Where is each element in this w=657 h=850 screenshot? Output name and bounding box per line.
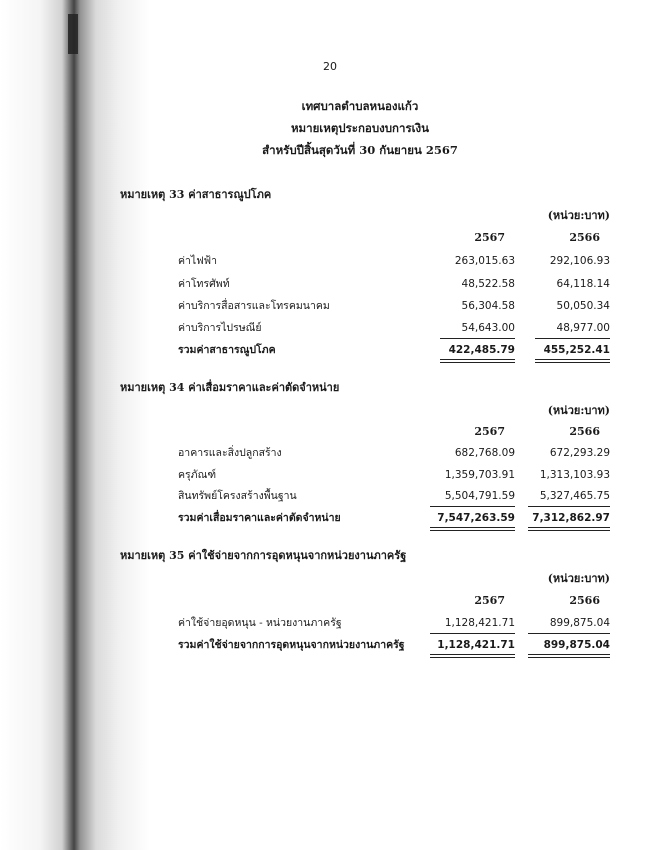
note-34-unit: (หน่วย:บาท) bbox=[547, 404, 610, 417]
note-33-year-current: 2567 bbox=[474, 231, 505, 244]
note-33-row-label: ค่าบริการสื่อสารและโทรคมนาคม bbox=[178, 300, 330, 312]
note-34-row-label: อาคารและสิ่งปลูกสร้าง bbox=[178, 447, 282, 459]
binding-shadow bbox=[0, 0, 150, 850]
note-34-title: หมายเหตุ 34 ค่าเสื่อมราคาและค่าตัดจำหน่าย bbox=[120, 381, 340, 394]
note-33-row-prior: 292,106.93 bbox=[549, 255, 610, 267]
total-double-rule bbox=[430, 654, 515, 658]
note-33-row-prior: 50,050.34 bbox=[556, 300, 610, 312]
note-34-total-label: รวมค่าเสื่อมราคาและค่าตัดจำหน่าย bbox=[178, 512, 341, 524]
note-35-total-current: 1,128,421.71 bbox=[437, 639, 515, 651]
note-34-row-prior: 672,293.29 bbox=[549, 447, 610, 459]
total-double-rule bbox=[535, 359, 610, 363]
subtotal-rule bbox=[430, 633, 515, 634]
note-33-total-label: รวมค่าสาธารณูปโภค bbox=[178, 344, 276, 356]
note-33-total-current: 422,485.79 bbox=[448, 344, 515, 356]
total-double-rule bbox=[440, 359, 515, 363]
note-35-year-prior: 2566 bbox=[569, 594, 600, 607]
note-34-row-prior: 1,313,103.93 bbox=[539, 469, 610, 481]
note-33-row-label: ค่าไฟฟ้า bbox=[178, 255, 217, 267]
note-34-row-prior: 5,327,465.75 bbox=[539, 490, 610, 502]
note-34-row-current: 682,768.09 bbox=[454, 447, 515, 459]
note-34-total-prior: 7,312,862.97 bbox=[532, 512, 610, 524]
note-33-year-prior: 2566 bbox=[569, 231, 600, 244]
header-line-2: หมายเหตุประกอบงบการเงิน bbox=[290, 121, 430, 135]
note-33-total-prior: 455,252.41 bbox=[543, 344, 610, 356]
page-number: 20 bbox=[323, 60, 337, 73]
subtotal-rule bbox=[528, 506, 610, 507]
subtotal-rule bbox=[440, 338, 515, 339]
note-33-row-label: ค่าโทรศัพท์ bbox=[178, 278, 230, 290]
binding-mark bbox=[68, 14, 78, 54]
total-double-rule bbox=[528, 527, 610, 531]
note-33-row-current: 54,643.00 bbox=[461, 322, 515, 334]
note-35-year-current: 2567 bbox=[474, 594, 505, 607]
note-35-title: หมายเหตุ 35 ค่าใช้จ่ายจากการอุดหนุนจากหน่วยงานภาครัฐ bbox=[120, 549, 407, 562]
note-33-row-prior: 64,118.14 bbox=[556, 278, 610, 290]
header-line-1: เทศบาลตำบลหนองแก้ว bbox=[301, 99, 419, 113]
note-33-row-prior: 48,977.00 bbox=[556, 322, 610, 334]
note-34-year-current: 2567 bbox=[474, 425, 505, 438]
note-34-row-label: สินทรัพย์โครงสร้างพื้นฐาน bbox=[178, 490, 297, 502]
subtotal-rule bbox=[528, 633, 610, 634]
note-33-row-current: 263,015.63 bbox=[454, 255, 515, 267]
subtotal-rule bbox=[535, 338, 610, 339]
note-34-row-current: 5,504,791.59 bbox=[444, 490, 515, 502]
note-33-row-current: 48,522.58 bbox=[461, 278, 515, 290]
total-double-rule bbox=[528, 654, 610, 658]
note-35-total-label: รวมค่าใช้จ่ายจากการอุดหนุนจากหน่วยงานภาครัฐ bbox=[178, 639, 405, 651]
note-33-title: หมายเหตุ 33 ค่าสาธารณูปโภค bbox=[120, 188, 272, 201]
header-line-3: สำหรับปีสิ้นสุดวันที่ 30 กันยายน 2567 bbox=[262, 143, 458, 157]
note-34-row-current: 1,359,703.91 bbox=[444, 469, 515, 481]
note-35-total-prior: 899,875.04 bbox=[543, 639, 610, 651]
note-35-unit: (หน่วย:บาท) bbox=[547, 572, 610, 585]
note-34-total-current: 7,547,263.59 bbox=[437, 512, 515, 524]
note-34-row-label: ครุภัณฑ์ bbox=[178, 469, 217, 481]
note-33-row-current: 56,304.58 bbox=[461, 300, 515, 312]
subtotal-rule bbox=[430, 506, 515, 507]
total-double-rule bbox=[430, 527, 515, 531]
note-35-row-prior: 899,875.04 bbox=[549, 617, 610, 629]
note-33-unit: (หน่วย:บาท) bbox=[547, 209, 610, 222]
note-34-year-prior: 2566 bbox=[569, 425, 600, 438]
note-35-row-label: ค่าใช้จ่ายอุดหนุน - หน่วยงานภาครัฐ bbox=[178, 617, 342, 629]
note-33-row-label: ค่าบริการไปรษณีย์ bbox=[178, 322, 262, 334]
note-35-row-current: 1,128,421.71 bbox=[444, 617, 515, 629]
